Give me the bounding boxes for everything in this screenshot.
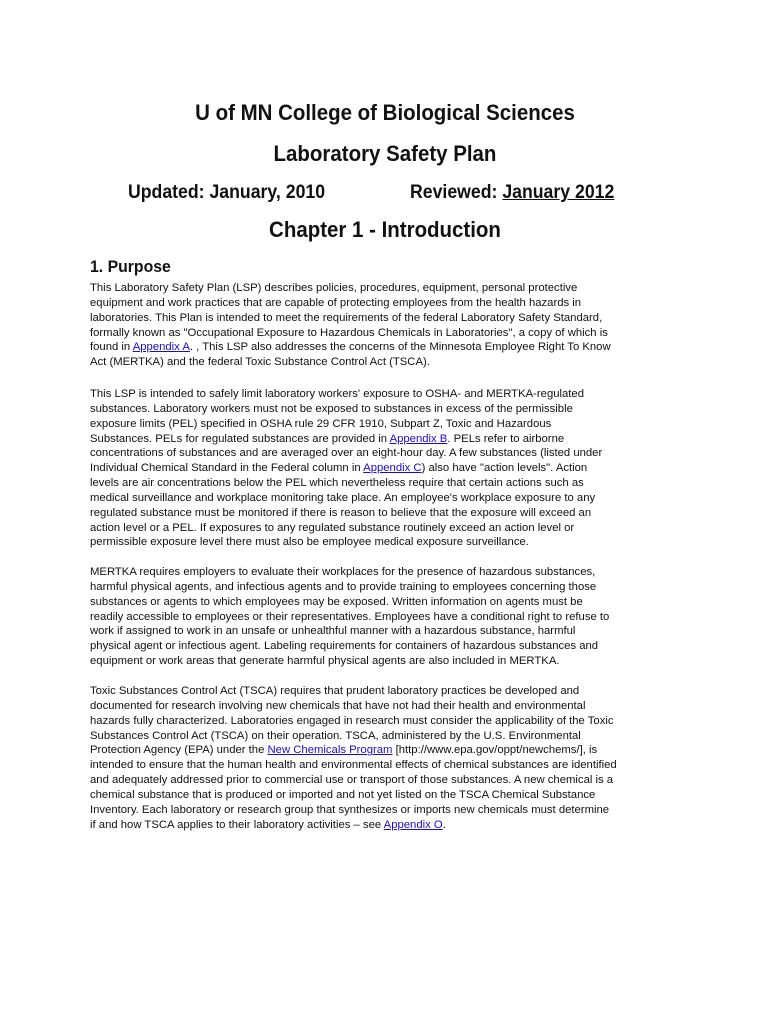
paragraph-line: work if assigned to work in an unsafe or unhealthful manner with a hazardous substance, harmful <box>90 625 576 638</box>
text-segment: . <box>442 818 446 831</box>
paragraph-line: This LSP is intended to safely limit laboratory workers' exposure to OSHA- and MERTKA-regulated <box>90 388 585 400</box>
paragraph-line: levels are air concentrations below the PEL which nevertheless require that certain actions such as <box>90 477 584 490</box>
appendix-b-link[interactable]: Appendix B <box>389 432 448 445</box>
text-segment: Protection Agency (EPA) under the <box>90 744 268 757</box>
paragraph-line: substances. Laboratory workers must not be exposed to substances in excess of the permissible <box>90 402 573 415</box>
paragraph-line <box>90 818 690 833</box>
text-segment: Substances. PELs for regulated substances are provided in <box>90 432 390 445</box>
new-chemicals-program-link[interactable]: New Chemicals Program <box>267 744 393 757</box>
paragraph-line: readily accessible to employees or their representatives. Employees have a conditional right to refuse to <box>90 610 610 623</box>
paragraph-line: medical surveillance and workplace monitoring take place. An employee's workplace exposure to any <box>90 491 596 504</box>
paragraph-line: This Laboratory Safety Plan (LSP) describes policies, procedures, equipment, personal protective <box>90 282 578 294</box>
reviewed-date: January 2012 <box>502 182 615 203</box>
paragraph-line: substances or agents to which employees may be exposed. Written information on agents must be <box>90 595 583 608</box>
paragraph-line: intended to ensure that the human health and environmental effects of chemical substances are identified <box>90 759 617 772</box>
updated-date: Updated: January, 2010 <box>128 182 326 203</box>
paragraph-line: chemical substance that is produced or imported and not yet listed on the TSCA Chemical Substance <box>90 788 596 801</box>
reviewed-label: Reviewed: <box>410 182 503 203</box>
text-segment: Individual Chemical Standard in the Federal column in <box>90 462 364 475</box>
paragraph-mertka <box>90 565 690 669</box>
appendix-o-link[interactable]: Appendix O <box>383 818 443 831</box>
paragraph-line: Inventory. Each laboratory or research group that synthesizes or imports new chemicals must determine <box>90 803 610 816</box>
paragraph-tsca <box>90 684 690 832</box>
paragraph-line: documented for research involving new chemicals that have not had their health and environmental <box>90 699 586 712</box>
section-heading: 1. Purpose <box>90 257 171 276</box>
text-segment: found in <box>90 341 133 354</box>
paragraph-line <box>90 432 690 447</box>
paragraph-intro <box>90 281 690 370</box>
paragraph-line: MERTKA requires employers to evaluate their workplaces for the presence of hazardous substances, <box>90 566 596 578</box>
paragraph-line: harmful physical agents, and infectious agents and to provide training to employees concerning those <box>90 580 597 593</box>
paragraph-line: laboratories. This Plan is intended to meet the requirements of the federal Laboratory Safety Standard, <box>90 311 603 324</box>
paragraph-line: physical agent or infectious agent. Labeling requirements for containers of hazardous substances and <box>90 640 599 653</box>
text-segment: . , This LSP also addresses the concerns of the Minnesota Employee Right To Know <box>189 341 611 354</box>
paragraph-line: and adequately addressed prior to commercial use or transport of those substances. A new chemical is a <box>90 774 614 787</box>
institution-title: U of MN College of Biological Sciences <box>195 100 575 125</box>
paragraph-line: hazards fully characterized. Laboratories engaged in research must consider the applicability of the Toxic <box>90 714 614 727</box>
paragraph-line: formally known as "Occupational Exposure to Hazardous Chemicals in Laboratories", a copy of which is <box>90 326 608 339</box>
paragraph-line: Act (MERTKA) and the federal Toxic Substance Control Act (TSCA). <box>90 356 430 369</box>
paragraph-line <box>90 340 690 355</box>
paragraph-exposure-limits <box>90 387 690 550</box>
paragraph-line: permissible exposure level there must also be employee medical exposure surveillance. <box>90 536 529 549</box>
paragraph-line: equipment or work areas that generate harmful physical agents are also included in MERTKA. <box>90 655 560 668</box>
reviewed-date-group <box>410 180 614 206</box>
paragraph-line <box>90 743 690 758</box>
plan-title: Laboratory Safety Plan <box>273 141 497 166</box>
paragraph-line: exposure limits (PEL) specified in OSHA rule 29 CFR 1910, Subpart Z, Toxic and Hazardous <box>90 417 552 430</box>
text-segment: ) also have "action levels". Action <box>421 462 588 475</box>
text-segment: [http://www.epa.gov/oppt/newchems/], is <box>392 744 598 757</box>
appendix-a-link[interactable]: Appendix A <box>132 341 190 354</box>
paragraph-line: concentrations of substances and are averaged over an eight-hour day. A few substances (listed under <box>90 447 603 460</box>
text-segment: if and how TSCA applies to their laboratory activities – see <box>90 818 384 831</box>
paragraph-line: action level or a PEL. If exposures to any regulated substance routinely exceed an action level or <box>90 521 575 534</box>
paragraph-line: equipment and work practices that are capable of protecting employees from the health hazards in <box>90 296 582 309</box>
paragraph-line: Toxic Substances Control Act (TSCA) requires that prudent laboratory practices be developed and <box>90 685 580 697</box>
appendix-c-link[interactable]: Appendix C <box>363 462 422 475</box>
paragraph-line: regulated substance must be monitored if there is reason to believe that the exposure will exceed an <box>90 506 592 519</box>
chapter-title: Chapter 1 - Introduction <box>269 217 501 242</box>
paragraph-line: Substances Control Act (TSCA) on their operation. TSCA, administered by the U.S. Environmental <box>90 729 581 742</box>
date-line <box>0 180 770 206</box>
paragraph-line <box>90 461 690 476</box>
text-segment: . PELs refer to airborne <box>447 432 565 445</box>
